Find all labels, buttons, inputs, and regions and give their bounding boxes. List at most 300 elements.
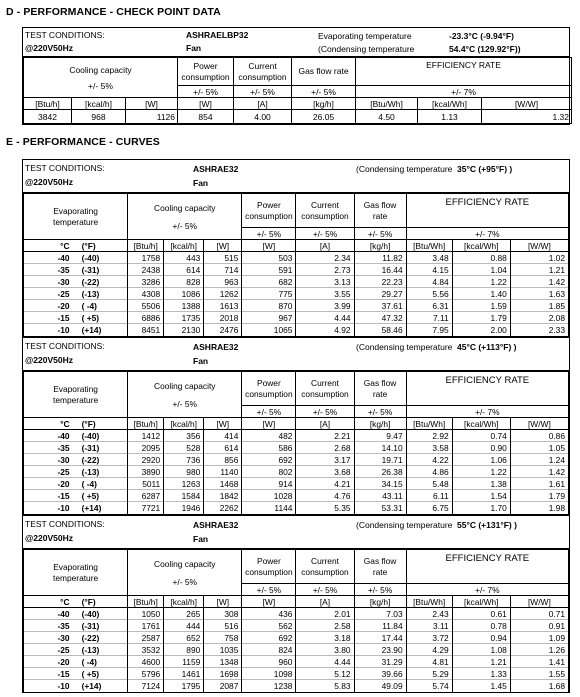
cop-ww-cell: 1.55 [510, 668, 568, 680]
temp-f-cell: (-31) [76, 264, 128, 276]
gas-flow-header: Gas flow rate [292, 58, 356, 86]
power-consumption-header: Power consumption [242, 550, 296, 584]
eer-btu-cell: 4.15 [406, 264, 452, 276]
temp-c-cell: -15 [24, 312, 76, 324]
eer-btu-cell: 4.86 [406, 466, 452, 478]
unit-cell: (°F) [76, 240, 128, 252]
cop-ww-cell: 1.24 [510, 454, 568, 466]
unit-cell: [W] [204, 596, 242, 608]
curve-table-block [22, 159, 570, 337]
watts-cell: 614 [204, 442, 242, 454]
temp-c-cell: -10 [24, 324, 76, 336]
power-w-cell: 967 [242, 312, 296, 324]
curve-table-block [22, 337, 570, 515]
unit-cell: [kcal/h] [164, 596, 204, 608]
kcal-h-cell: 356 [164, 430, 204, 442]
current-a-cell: 2.21 [296, 430, 354, 442]
gas-kgh-cell: 7.03 [354, 608, 406, 620]
unit-cell: [Btu/Wh] [406, 596, 452, 608]
kcal-h-cell: 652 [164, 632, 204, 644]
unit-cell: [A] [296, 240, 354, 252]
cop-ww-cell: 1.41 [510, 656, 568, 668]
value-cell: 26.05 [292, 110, 356, 124]
eer-btu-cell: 6.31 [406, 300, 452, 312]
unit-cell: °C [24, 418, 76, 430]
gas-kgh-cell: 26.38 [354, 466, 406, 478]
btu-h-cell: 7124 [128, 680, 164, 692]
kcal-h-cell: 828 [164, 276, 204, 288]
temp-c-cell: -20 [24, 656, 76, 668]
unit-cell: [kcal/Wh] [418, 98, 482, 110]
cop-ww-cell: 0.86 [510, 430, 568, 442]
cop-ww-cell: 0.71 [510, 608, 568, 620]
efficiency-rate-header: EFFICIENCY RATE [406, 550, 568, 584]
test-standard: ASHRAE32 [193, 520, 239, 530]
temp-f-cell: (-13) [76, 466, 128, 478]
cop-ww-cell: 1.21 [510, 264, 568, 276]
efficiency-tolerance: +/- 7% [356, 86, 572, 98]
temp-f-cell: ( +5) [76, 490, 128, 502]
gas-kgh-cell: 11.82 [354, 252, 406, 264]
temp-f-cell: ( -4) [76, 656, 128, 668]
curve-table-block [22, 515, 570, 693]
power-consumption-header: Power consumption [242, 194, 296, 228]
table-row [24, 264, 569, 276]
condensing-temp-label: (Condensing temperature [356, 164, 453, 174]
eer-kcal-cell: 0.90 [452, 442, 510, 454]
cop-ww-cell: 2.33 [510, 324, 568, 336]
gas-flow-header: Gas flow rate [354, 372, 406, 406]
table-row [24, 300, 569, 312]
table-row [24, 478, 569, 490]
btu-h-cell: 3890 [128, 466, 164, 478]
temp-c-cell: -15 [24, 490, 76, 502]
current-consumption-header: Current consumption [234, 58, 292, 86]
conditions-label: TEST CONDITIONS: [25, 519, 105, 529]
eer-btu-cell: 5.74 [406, 680, 452, 692]
watts-cell: 856 [204, 454, 242, 466]
unit-cell: [A] [234, 98, 292, 110]
fan-label: Fan [193, 178, 209, 188]
unit-cell: (°F) [76, 418, 128, 430]
current-tolerance: +/- 5% [296, 584, 354, 596]
current-a-cell: 2.73 [296, 264, 354, 276]
gas-flow-header: Gas flow rate [354, 550, 406, 584]
eer-kcal-cell: 1.59 [452, 300, 510, 312]
btu-h-cell: 4600 [128, 656, 164, 668]
btu-h-cell: 2095 [128, 442, 164, 454]
temp-c-cell: -40 [24, 252, 76, 264]
kcal-h-cell: 1263 [164, 478, 204, 490]
watts-cell: 516 [204, 620, 242, 632]
btu-h-cell: 3532 [128, 644, 164, 656]
kcal-h-cell: 1461 [164, 668, 204, 680]
power-tolerance: +/- 5% [178, 86, 234, 98]
value-cell: 854 [178, 110, 234, 124]
temp-f-cell: (-40) [76, 608, 128, 620]
current-consumption-header: Current consumption [296, 194, 354, 228]
eer-kcal-cell: 1.08 [452, 644, 510, 656]
eer-btu-cell: 2.92 [406, 430, 452, 442]
value-cell: 1.32 [482, 110, 572, 124]
eer-btu-cell: 7.95 [406, 324, 452, 336]
temp-c-cell: -25 [24, 644, 76, 656]
table-row [24, 288, 569, 300]
btu-h-cell: 1412 [128, 430, 164, 442]
eer-kcal-cell: 1.04 [452, 264, 510, 276]
conditions-label: TEST CONDITIONS: [25, 30, 105, 40]
btu-h-cell: 2587 [128, 632, 164, 644]
btu-h-cell: 3286 [128, 276, 164, 288]
current-a-cell: 3.17 [296, 454, 354, 466]
watts-cell: 758 [204, 632, 242, 644]
temp-f-cell: (-22) [76, 632, 128, 644]
cop-ww-cell: 1.68 [510, 680, 568, 692]
btu-h-cell: 2920 [128, 454, 164, 466]
eer-kcal-cell: 1.70 [452, 502, 510, 514]
kcal-h-cell: 614 [164, 264, 204, 276]
eer-kcal-cell: 1.33 [452, 668, 510, 680]
unit-cell: [Btu/h] [128, 240, 164, 252]
eer-kcal-cell: 0.94 [452, 632, 510, 644]
power-w-cell: 802 [242, 466, 296, 478]
temp-c-cell: -40 [24, 430, 76, 442]
eer-kcal-cell: 1.22 [452, 466, 510, 478]
current-a-cell: 3.18 [296, 632, 354, 644]
curve-conditions [23, 338, 569, 371]
power-w-cell: 1098 [242, 668, 296, 680]
temp-f-cell: (-13) [76, 288, 128, 300]
gas-kgh-cell: 9.47 [354, 430, 406, 442]
unit-cell: [kcal/Wh] [452, 240, 510, 252]
eer-kcal-cell: 1.21 [452, 656, 510, 668]
evaporating-temp-header: Evaporating temperature [24, 372, 128, 418]
checkpoint-values-row [24, 110, 572, 124]
gas-kgh-cell: 34.15 [354, 478, 406, 490]
current-a-cell: 2.01 [296, 608, 354, 620]
btu-h-cell: 5506 [128, 300, 164, 312]
power-w-cell: 824 [242, 644, 296, 656]
checkpoint-table-block [22, 27, 570, 125]
units-row [24, 596, 569, 608]
power-tolerance: +/- 5% [242, 584, 296, 596]
unit-cell: [Btu/Wh] [406, 418, 452, 430]
watts-cell: 1613 [204, 300, 242, 312]
btu-h-cell: 1050 [128, 608, 164, 620]
cop-ww-cell: 1.09 [510, 632, 568, 644]
eer-kcal-cell: 0.88 [452, 252, 510, 264]
table-row [24, 644, 569, 656]
unit-cell: [Btu/Wh] [356, 98, 418, 110]
gas-kgh-cell: 47.32 [354, 312, 406, 324]
power-w-cell: 436 [242, 608, 296, 620]
fan-label: Fan [193, 534, 209, 544]
table-row [24, 620, 569, 632]
watts-cell: 1468 [204, 478, 242, 490]
btu-h-cell: 4308 [128, 288, 164, 300]
gas-tolerance: +/- 5% [292, 86, 356, 98]
section-e-title: E - PERFORMANCE - CURVES [6, 136, 160, 148]
condensing-temp-label: (Condensing temperature [318, 44, 415, 54]
unit-cell: [kg/h] [354, 240, 406, 252]
cop-ww-cell: 1.42 [510, 466, 568, 478]
temp-f-cell: (-31) [76, 442, 128, 454]
test-standard: ASHRAE32 [193, 342, 239, 352]
watts-cell: 1035 [204, 644, 242, 656]
watts-cell: 963 [204, 276, 242, 288]
kcal-h-cell: 1735 [164, 312, 204, 324]
unit-cell: [kcal/h] [164, 240, 204, 252]
fan-label: Fan [193, 356, 209, 366]
gas-kgh-cell: 58.46 [354, 324, 406, 336]
curve-table [23, 549, 569, 692]
unit-cell: [W/W] [510, 418, 568, 430]
current-a-cell: 2.68 [296, 442, 354, 454]
test-standard: ASHRAELBP32 [186, 30, 249, 40]
efficiency-rate-header: EFFICIENCY RATE [406, 194, 568, 228]
evaporating-temp-header: Evaporating temperature [24, 194, 128, 240]
gas-tolerance: +/- 5% [354, 406, 406, 418]
watts-cell: 714 [204, 264, 242, 276]
evaporating-temp-header: Evaporating temperature [24, 550, 128, 596]
curve-conditions [23, 160, 569, 193]
kcal-h-cell: 443 [164, 252, 204, 264]
temp-f-cell: ( -4) [76, 478, 128, 490]
current-a-cell: 3.55 [296, 288, 354, 300]
units-row [24, 418, 569, 430]
gas-kgh-cell: 19.71 [354, 454, 406, 466]
power-w-cell: 1065 [242, 324, 296, 336]
gas-kgh-cell: 37.61 [354, 300, 406, 312]
current-a-cell: 3.80 [296, 644, 354, 656]
gas-kgh-cell: 31.29 [354, 656, 406, 668]
gas-tolerance: +/- 5% [354, 228, 406, 240]
unit-cell: [W] [204, 418, 242, 430]
kcal-h-cell: 980 [164, 466, 204, 478]
power-w-cell: 591 [242, 264, 296, 276]
conditions-power: @220V50Hz [25, 355, 73, 365]
eer-kcal-cell: 1.45 [452, 680, 510, 692]
current-a-cell: 2.58 [296, 620, 354, 632]
unit-cell: [W] [126, 98, 178, 110]
watts-cell: 308 [204, 608, 242, 620]
eer-btu-cell: 4.22 [406, 454, 452, 466]
cop-ww-cell: 1.02 [510, 252, 568, 264]
unit-cell: [kg/h] [354, 418, 406, 430]
cooling-capacity-header: Cooling capacity +/- 5% [128, 550, 242, 596]
eer-kcal-cell: 1.06 [452, 454, 510, 466]
gas-kgh-cell: 22.23 [354, 276, 406, 288]
eer-btu-cell: 4.29 [406, 644, 452, 656]
kcal-h-cell: 1159 [164, 656, 204, 668]
kcal-h-cell: 1584 [164, 490, 204, 502]
table-row [24, 252, 569, 264]
curve-table [23, 193, 569, 336]
temp-c-cell: -30 [24, 276, 76, 288]
eer-btu-cell: 5.29 [406, 668, 452, 680]
cop-ww-cell: 1.61 [510, 478, 568, 490]
cop-ww-cell: 1.85 [510, 300, 568, 312]
table-row [24, 680, 569, 692]
btu-h-cell: 1761 [128, 620, 164, 632]
cooling-capacity-header: Cooling capacity +/- 5% [128, 194, 242, 240]
power-w-cell: 1238 [242, 680, 296, 692]
watts-cell: 1348 [204, 656, 242, 668]
temp-f-cell: (-22) [76, 276, 128, 288]
cop-ww-cell: 1.05 [510, 442, 568, 454]
eer-btu-cell: 5.48 [406, 478, 452, 490]
watts-cell: 2262 [204, 502, 242, 514]
cop-ww-cell: 0.91 [510, 620, 568, 632]
kcal-h-cell: 1946 [164, 502, 204, 514]
eer-btu-cell: 4.84 [406, 276, 452, 288]
temp-f-cell: ( -4) [76, 300, 128, 312]
power-w-cell: 482 [242, 430, 296, 442]
gas-flow-header: Gas flow rate [354, 194, 406, 228]
kcal-h-cell: 1086 [164, 288, 204, 300]
unit-cell: [kcal/Wh] [452, 418, 510, 430]
power-tolerance: +/- 5% [242, 406, 296, 418]
eer-btu-cell: 5.56 [406, 288, 452, 300]
temp-f-cell: (+14) [76, 324, 128, 336]
eer-kcal-cell: 1.79 [452, 312, 510, 324]
power-tolerance: +/- 5% [242, 228, 296, 240]
value-cell: 4.00 [234, 110, 292, 124]
units-row [24, 240, 569, 252]
eer-btu-cell: 4.81 [406, 656, 452, 668]
table-row [24, 466, 569, 478]
condensing-temp-label: (Condensing temperature [356, 342, 453, 352]
gas-kgh-cell: 29.27 [354, 288, 406, 300]
temp-f-cell: ( +5) [76, 668, 128, 680]
power-w-cell: 1028 [242, 490, 296, 502]
gas-kgh-cell: 53.31 [354, 502, 406, 514]
gas-kgh-cell: 39.66 [354, 668, 406, 680]
kcal-h-cell: 444 [164, 620, 204, 632]
power-w-cell: 1144 [242, 502, 296, 514]
temp-c-cell: -20 [24, 300, 76, 312]
power-w-cell: 682 [242, 276, 296, 288]
gas-kgh-cell: 11.84 [354, 620, 406, 632]
temp-f-cell: (+14) [76, 680, 128, 692]
unit-cell: [W] [242, 418, 296, 430]
gas-tolerance: +/- 5% [354, 584, 406, 596]
eer-kcal-cell: 1.38 [452, 478, 510, 490]
unit-cell: [W] [204, 240, 242, 252]
current-a-cell: 4.44 [296, 656, 354, 668]
temp-c-cell: -30 [24, 632, 76, 644]
kcal-h-cell: 2130 [164, 324, 204, 336]
temp-f-cell: (-13) [76, 644, 128, 656]
table-row [24, 608, 569, 620]
gas-kgh-cell: 23.90 [354, 644, 406, 656]
eer-btu-cell: 6.75 [406, 502, 452, 514]
eer-kcal-cell: 1.40 [452, 288, 510, 300]
curve-conditions [23, 516, 569, 549]
btu-h-cell: 6287 [128, 490, 164, 502]
temp-f-cell: (+14) [76, 502, 128, 514]
condensing-temp-value: 55°C (+131°F) ) [457, 520, 517, 530]
table-row [24, 430, 569, 442]
table-row [24, 490, 569, 502]
power-w-cell: 586 [242, 442, 296, 454]
table-row [24, 668, 569, 680]
btu-h-cell: 1758 [128, 252, 164, 264]
eer-btu-cell: 7.11 [406, 312, 452, 324]
current-a-cell: 4.21 [296, 478, 354, 490]
temp-c-cell: -15 [24, 668, 76, 680]
unit-cell: [kcal/h] [72, 98, 126, 110]
efficiency-tolerance: +/- 7% [406, 406, 568, 418]
temp-f-cell: ( +5) [76, 312, 128, 324]
checkpoint-units-row [24, 98, 572, 110]
temp-c-cell: -10 [24, 680, 76, 692]
unit-cell: [Btu/Wh] [406, 240, 452, 252]
temp-f-cell: (-40) [76, 430, 128, 442]
btu-h-cell: 5796 [128, 668, 164, 680]
btu-h-cell: 2438 [128, 264, 164, 276]
evaporating-temp-label: Evaporating temperature [318, 31, 412, 41]
value-cell: 1.13 [418, 110, 482, 124]
test-standard: ASHRAE32 [193, 164, 239, 174]
watts-cell: 1698 [204, 668, 242, 680]
temp-f-cell: (-31) [76, 620, 128, 632]
btu-h-cell: 8451 [128, 324, 164, 336]
eer-btu-cell: 3.58 [406, 442, 452, 454]
conditions-power: @220V50Hz [25, 43, 73, 53]
eer-kcal-cell: 2.00 [452, 324, 510, 336]
current-tolerance: +/- 5% [296, 406, 354, 418]
condensing-temp-value: 45°C (+113°F) ) [457, 342, 517, 352]
eer-kcal-cell: 0.74 [452, 430, 510, 442]
unit-cell: [W] [178, 98, 234, 110]
watts-cell: 1842 [204, 490, 242, 502]
cop-ww-cell: 1.63 [510, 288, 568, 300]
watts-cell: 1262 [204, 288, 242, 300]
current-a-cell: 4.92 [296, 324, 354, 336]
watts-cell: 2476 [204, 324, 242, 336]
temp-c-cell: -30 [24, 454, 76, 466]
condensing-temp-value: 54.4°C (129.92°F)) [449, 44, 521, 54]
conditions-label: TEST CONDITIONS: [25, 341, 105, 351]
power-w-cell: 960 [242, 656, 296, 668]
gas-kgh-cell: 16.44 [354, 264, 406, 276]
cop-ww-cell: 1.98 [510, 502, 568, 514]
unit-cell: [kg/h] [354, 596, 406, 608]
watts-cell: 2018 [204, 312, 242, 324]
eer-kcal-cell: 1.54 [452, 490, 510, 502]
current-a-cell: 3.68 [296, 466, 354, 478]
checkpoint-table [23, 57, 572, 124]
fan-label: Fan [186, 43, 202, 53]
unit-cell: [Btu/h] [128, 596, 164, 608]
temp-c-cell: -35 [24, 264, 76, 276]
unit-cell: [W] [242, 596, 296, 608]
watts-cell: 515 [204, 252, 242, 264]
current-tolerance: +/- 5% [234, 86, 292, 98]
cooling-capacity-header: Cooling capacity +/- 5% [24, 58, 178, 98]
gas-kgh-cell: 43.11 [354, 490, 406, 502]
cooling-capacity-header: Cooling capacity +/- 5% [128, 372, 242, 418]
power-w-cell: 914 [242, 478, 296, 490]
table-row [24, 324, 569, 336]
current-a-cell: 4.44 [296, 312, 354, 324]
btu-h-cell: 6886 [128, 312, 164, 324]
current-a-cell: 5.35 [296, 502, 354, 514]
temp-c-cell: -35 [24, 442, 76, 454]
unit-cell: [Btu/h] [24, 98, 72, 110]
value-cell: 4.50 [356, 110, 418, 124]
